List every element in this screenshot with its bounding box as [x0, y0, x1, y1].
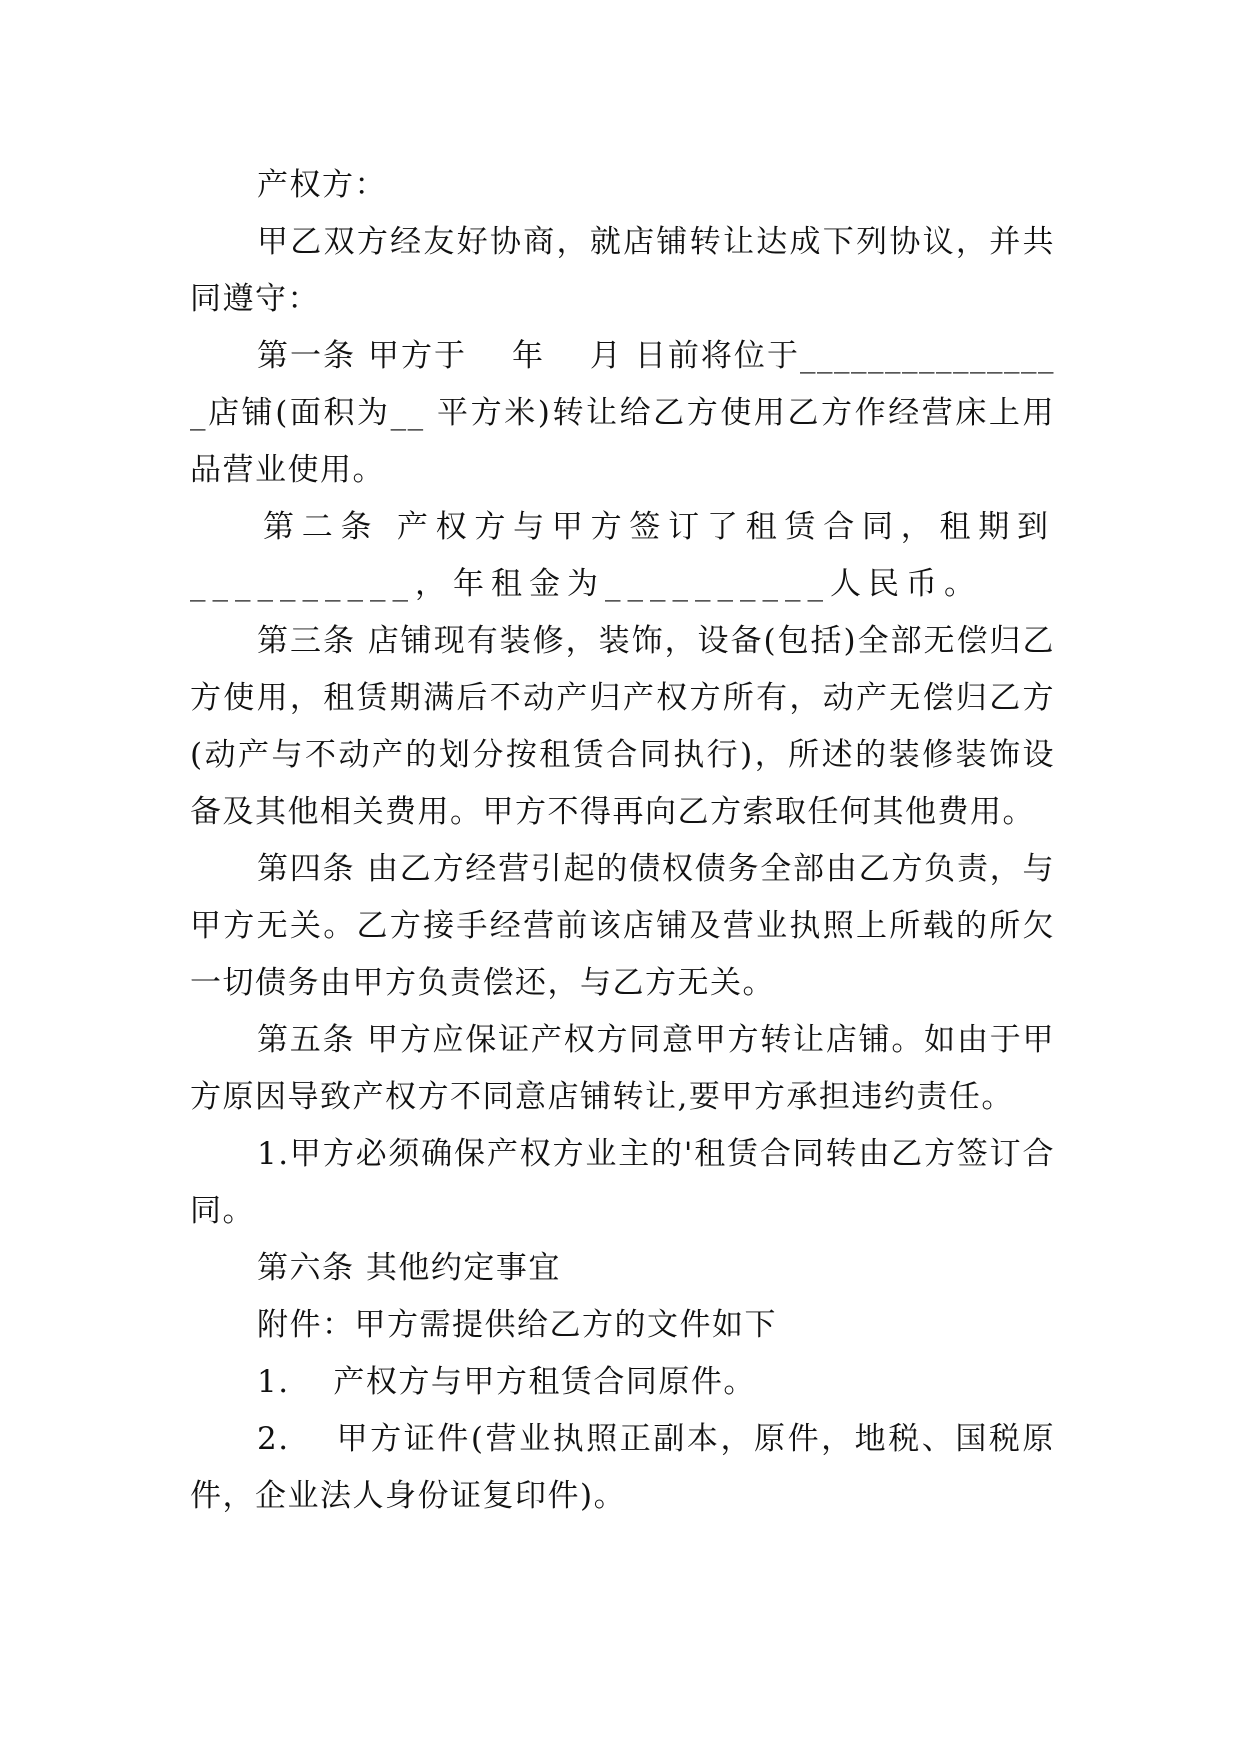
paragraph-article-2: 第二条 产权方与甲方签订了租赁合同，租期到__________，年租金为__________人民币。	[190, 509, 1055, 602]
paragraph-article-4: 第四条 由乙方经营引起的债权债务全部由乙方负责，与甲方无关。乙方接手经营前该店铺及营业执照上所载的所欠一切债务由甲方负责偿还，与乙方无关。	[190, 851, 1055, 1001]
paragraph-attachment-item-2: 2. 甲方证件(营业执照正副本，原件，地税、国税原件，企业法人身份证复印件)。	[190, 1421, 1055, 1514]
paragraph-article-1: 第一条 甲方于 年 月 日前将位于________________店铺(面积为__ 平方米)转让给乙方使用乙方作经营床上用品营业使用。	[190, 338, 1055, 488]
paragraph-property-owner: 产权方：	[257, 167, 387, 203]
paragraph-article-3: 第三条 店铺现有装修，装饰，设备(包括)全部无偿归乙方使用，租赁期满后不动产归产权方所有，动产无偿归乙方(动产与不动产的划分按租赁合同执行)，所述的装修装饰设备及其他相关费用。甲方不得再向乙方索取任何其他费用。	[190, 623, 1055, 830]
paragraph-article-5-item-1: 1.甲方必须确保产权方业主的'租赁合同转由乙方签订合同。	[190, 1136, 1055, 1229]
paragraph-article-5: 第五条 甲方应保证产权方同意甲方转让店铺。如由于甲方原因导致产权方不同意店铺转让,要甲方承担违约责任。	[190, 1022, 1055, 1115]
paragraph-preamble: 甲乙双方经友好协商，就店铺转让达成下列协议，并共同遵守：	[190, 224, 1055, 317]
paragraph-attachment-item-1: 1. 产权方与甲方租赁合同原件。	[257, 1364, 756, 1400]
paragraph-attachment-heading: 附件：甲方需提供给乙方的文件如下	[257, 1307, 777, 1343]
document-body	[190, 157, 1055, 1525]
paragraph-article-6: 第六条 其他约定事宜	[257, 1250, 561, 1286]
